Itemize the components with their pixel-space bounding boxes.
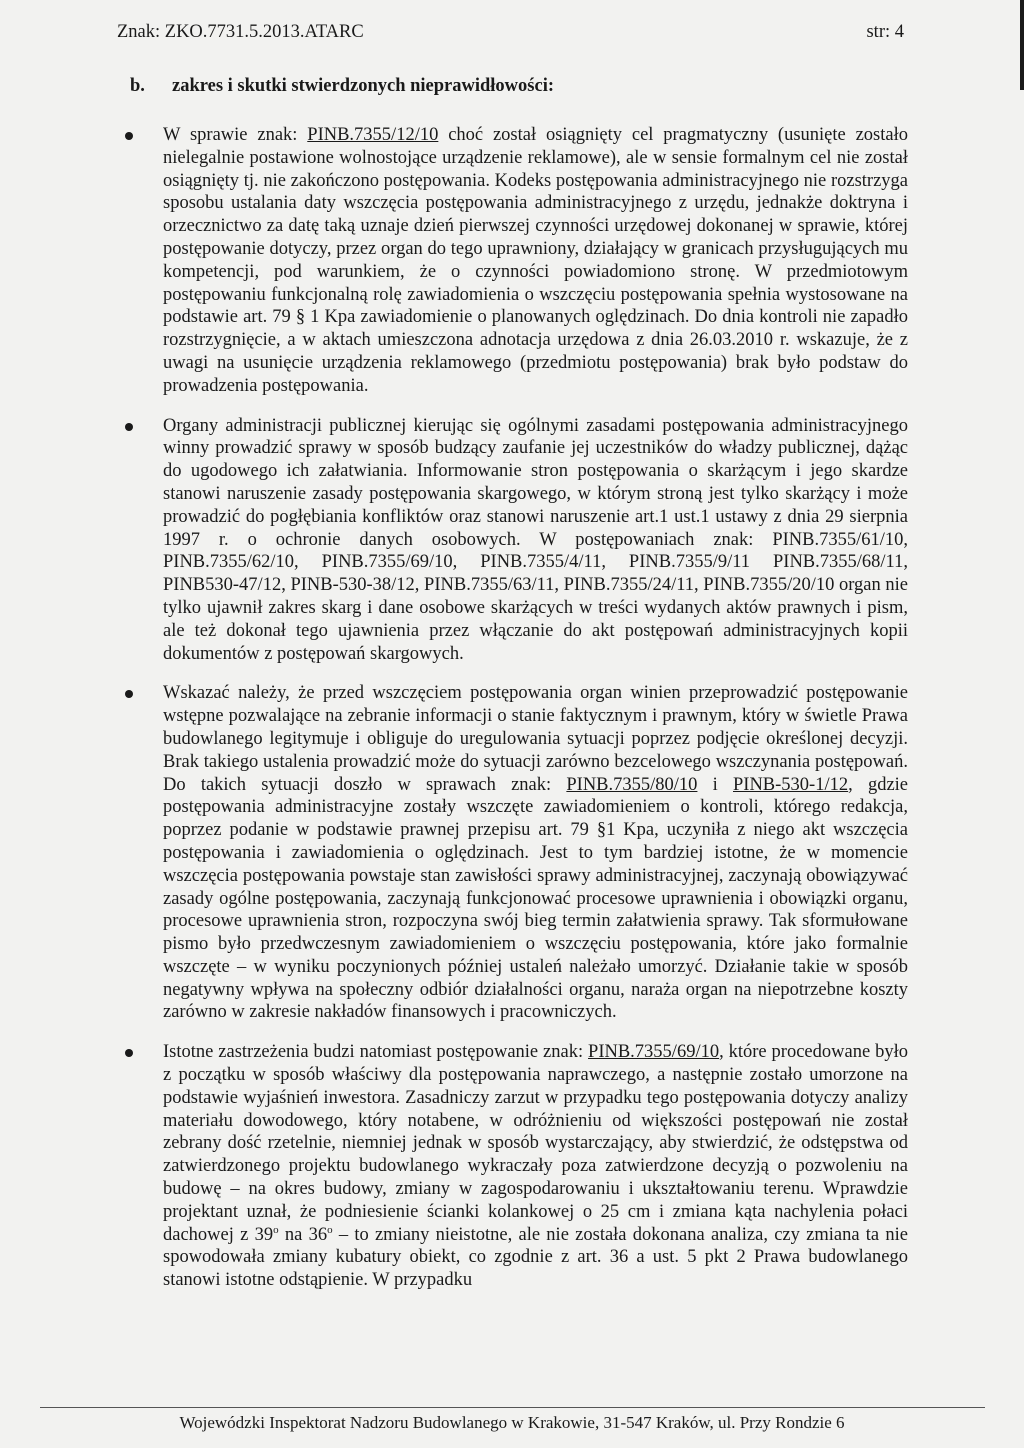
text-run: , gdzie postępowania administracyjne zostały wszczęte zawiadomieniem o kontroli, którego redakcja, poprzez podanie w podstawie prawnej przepisu art. 79 §1 Kpa, uczyniła z niego akt wszczęcia postępowania i zawiadomienia o oględzinach. Jest to tym bardziej istotne, że w momencie wszczęcia postępowania powstaje stan zawisłości sprawy administracyjnej, zaczynają obowiązywać zasady ogólne postępowania, zaczynają funkcjonować procesowe uprawnienia i obowiązki organu, procesowe uprawnienia stron, rozpoczyna swój bieg termin załatwienia sprawy. Tak sformułowane pismo było przedwczesnym zawiadomieniem o wszczęciu postępowania, które jako formalnie wszczęte – w wyniku poczynionych później ustaleń należało umorzyć. Działanie takie w sposób negatywny wpływa na społeczny odbiór działalności organu, naraża organ na niepotrzebne koszty zarówno w zakresie nakładów finansowych i pracowniczych. <box>163 774 909 1023</box>
degree-sign: o <box>327 1223 333 1236</box>
scan-edge-mark <box>1020 0 1024 90</box>
findings-list <box>118 124 908 1292</box>
text-run: Wskazać należy, że przed wszczęciem postępowania organ winien przeprowadzić postępowanie wstępne pozwalające na zebranie informacji o stanie faktycznym i prawnym, który w świetle Prawa budowlanego legitymuje i obliguje do uregulowania sytuacji poprzez podjęcie określonej decyzji. Brak takiego ustalenia prowadzić może do sytuacji zarówno bezcelowego wszczynania postępowań. Do takich sytuacji doszło w sprawach znak: <box>163 683 908 795</box>
finding-text <box>163 416 908 664</box>
text-run: W sprawie znak: <box>163 125 308 145</box>
text-run: Istotne zastrzeżenia budzi natomiast postępowanie znak: <box>163 1042 589 1063</box>
section-letter: b. <box>130 76 145 96</box>
bullet-dot-icon <box>125 1049 133 1057</box>
degree-sign: o <box>273 1223 279 1236</box>
case-number-link: PINB.7355/80/10 <box>566 774 698 795</box>
case-number-link: PINB-530-1/12 <box>733 774 849 795</box>
case-number-link: PINB.7355/12/10 <box>307 125 439 145</box>
section-heading <box>130 76 554 97</box>
page-number: str: 4 <box>866 22 904 42</box>
finding-item <box>118 682 908 1024</box>
bullet-dot-icon <box>125 423 133 431</box>
finding-item <box>118 415 908 666</box>
finding-text <box>163 125 908 396</box>
text-run: i <box>697 774 733 795</box>
finding-item <box>118 1041 908 1292</box>
finding-text <box>163 683 908 1022</box>
section-title: zakres i skutki stwierdzonych nieprawidłowości: <box>172 76 555 96</box>
finding-text <box>163 1042 908 1290</box>
text-run: choć został osiągnięty cel pragmatyczny (usunięte zostało nielegalnie postawione wolnostojące urządzenie reklamowe), ale w sensie formalnym cel nie został osiągnięty tj. nie zakończono postępowania. Kodeks postępowania administracyjnego nie rozstrzyga sposobu ustalania daty wszczęcia postępowania administracyjnego z urzędu, jednakże doktryna i orzecznictwo za datę taką uznaje dzień pierwszej czynności urzędowej dokonanej w sprawie, której postępowanie dotyczy, przez organ do tego uprawniony, działający w granicach przysługujących mu kompetencji, pod warunkiem, że o czynności powiadomiono stronę. W przedmiotowym postępowaniu funkcjonalną rolę zawiadomienia o wszczęciu postępowania spełnia wystosowane na podstawie art. 79 § 1 Kpa zawiadomienie o planowanych oględzinach. Do dnia kontroli nie zapadło rozstrzygnięcie, a w aktach umieszczona adnotacja urzędowa z dnia 26.03.2010 r. wskazuje, że z uwagi na usunięcie urządzenia reklamowego (przedmiotu postępowania) brak było podstaw do prowadzenia postępowania. <box>163 125 908 396</box>
case-reference: Znak: ZKO.7731.5.2013.ATARC <box>117 22 364 42</box>
bullet-dot-icon <box>125 132 133 140</box>
text-run: , które procedowane było z początku w sposób właściwy dla postępowania naprawczego, a następnie zostało umorzone na podstawie wyjaśnień inwestora. Zasadniczy zarzut w przypadku tego postępowania dotyczy analizy materiału dowodowego, który notabene, w odróżnieniu od większości postępowań nie został zebrany dość rzetelnie, niemniej jednak w sposób wystarczający, aby stwierdzić, że odstępstwa od zatwierdzonego projektu budowlanego wykraczały poza zatwierdzone decyzją o pozwoleniu na budowę – na okres budowy, zmiany w zagospodarowaniu i ukształtowaniu terenu. Wprawdzie projektant uznał, że podniesienie ścianki kolankowej o 25 cm i zmiana kąta nachylenia połaci dachowej z 39 <box>163 1042 908 1245</box>
text-run: na 36 <box>278 1224 328 1245</box>
footer-address: Wojewódzki Inspektorat Nadzoru Budowlanego w Krakowie, 31-547 Kraków, ul. Przy Rondzie 6 <box>179 1413 845 1432</box>
footer-divider <box>40 1407 985 1408</box>
finding-item <box>118 124 908 398</box>
case-number-link: PINB.7355/69/10 <box>588 1042 720 1063</box>
text-run: – to zmiany nieistotne, ale nie została dokonana analiza, czy zmiana ta nie spowodowała zmiany kubatury obiekt, co zgodnie z art. 36 a ust. 5 pkt 2 Prawa budowlanego stanowi istotne odstąpienie. W przypadku <box>163 1224 908 1291</box>
text-run: Organy administracji publicznej kierując się ogólnymi zasadami postępowania administracyjnego winny prowadzić sprawy w sposób budzący zaufanie jej uczestników do władzy publicznej, dążąc do ugodowego ich załatwiania. Informowanie stron postępowania o skarżącym i jego skardze stanowi naruszenie zasady postępowania skargowego, w którym stroną jest tylko skarżący i może prowadzić do pogłębiania konfliktów oraz stanowi naruszenie art.1 ust.1 ustawy z dnia 29 sierpnia 1997 r. o ochronie danych osobowych. W postępowaniach znak: PINB.7355/61/10, PINB.7355/62/10, PINB.7355/69/10, PINB.7355/4/11, PINB.7355/9/11 PINB.7355/68/11, PINB530-47/12, PINB-530-38/12, PINB.7355/63/11, PINB.7355/24/11, PINB.7355/20/10 organ nie tylko ujawnił zakres skarg i dane osobowe skarżących w treści wydanych aktów prawnych i pism, ale też dokonał tego ujawnienia przez włączanie do akt postępowań administracyjnych kopii dokumentów z postępowań skargowych. <box>163 415 908 664</box>
bullet-dot-icon <box>125 690 133 698</box>
